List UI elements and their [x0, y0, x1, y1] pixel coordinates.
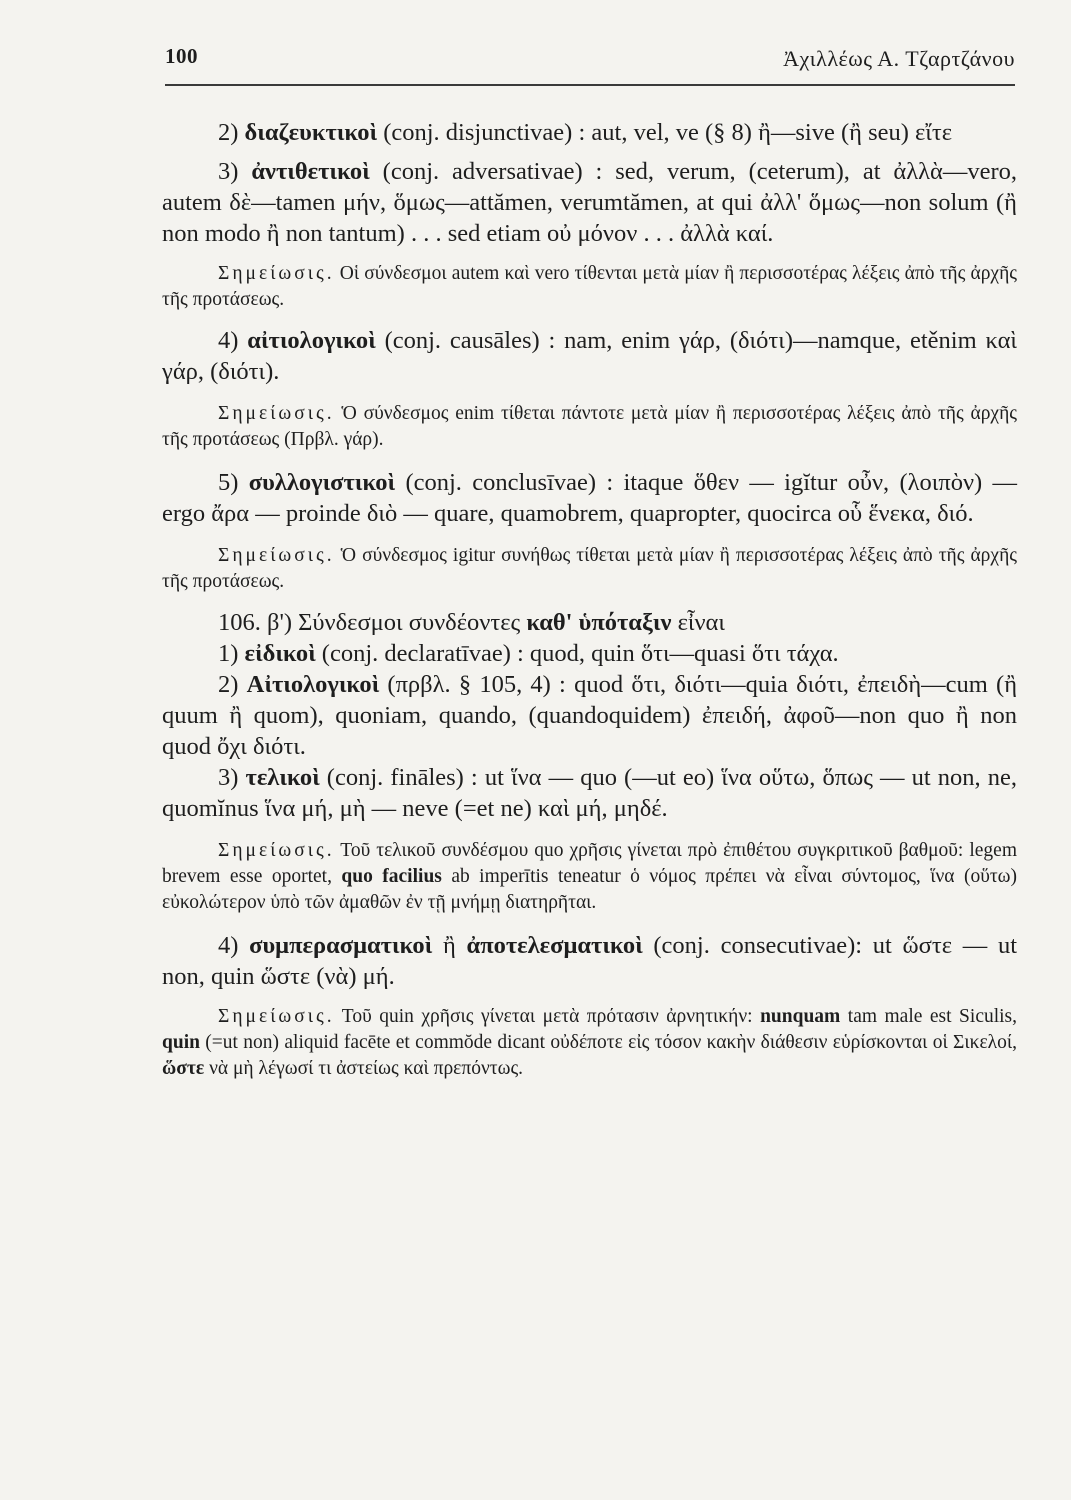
term-heading: συμπερασματικοὶ	[249, 932, 433, 959]
term-heading: συλλογιστικοὶ	[248, 469, 396, 496]
note-example: nunquam	[760, 1006, 841, 1027]
paragraph-final	[162, 762, 1017, 824]
note-5	[162, 1004, 1017, 1082]
term-heading: εἰδικοὶ	[244, 640, 316, 667]
paragraph-conclusive	[162, 467, 1017, 529]
paragraph-declarative	[162, 638, 1017, 669]
term-heading: καθ' ὑπόταξιν	[526, 609, 672, 636]
note-label: Σημείωσις.	[218, 1006, 335, 1027]
note-text: ab imperītis teneatur ὁ νόμος πρέπει νὰ εἶναι σύντομος, ἵνα (οὕτω) εὐκολώτερον ὑπὸ τῶν ἀμαθῶν ἐν τῇ μνήμῃ διατηρῆται.	[162, 866, 1018, 913]
page-number: 100	[165, 44, 198, 68]
item-number: 5)	[218, 469, 239, 496]
note-1	[162, 261, 1017, 313]
note-text: Τοῦ τελικοῦ συνδέσμου quo χρῆσις γίνεται πρὸ ἐπιθέτου συγκριτικοῦ βαθμοῦ: legem brevem esse oportet,	[162, 840, 1017, 887]
item-number: 2)	[218, 671, 239, 698]
term-heading: αἰτιολογικοὶ	[247, 327, 376, 354]
note-2	[162, 401, 1017, 453]
running-head: Ἀχιλλέως Α. Τζαρτζάνου	[783, 46, 1015, 71]
note-4	[162, 838, 1017, 916]
paragraph-text: (conj. disjunctivae) : aut, vel, ve (§ 8) ἢ—sive (ἢ seu) εἴτε	[383, 119, 953, 146]
term-heading: ἀποτελεσματικοὶ	[466, 932, 643, 959]
note-text: Ὁ σύνδεσμος enim τίθεται πάντοτε μετὰ μίαν ἢ περισσοτέρας λέξεις ἀπὸ τῆς ἀρχῆς τῆς προτάσεως (Πρβλ. γάρ).	[162, 403, 1017, 450]
note-label: Σημείωσις.	[218, 263, 335, 284]
note-text: Ὁ σύνδεσμος igitur συνήθως τίθεται μετὰ μίαν ἢ περισσοτέρας λέξεις ἀπὸ τῆς ἀρχῆς τῆς προτάσεως.	[162, 545, 1017, 592]
note-text: Τοῦ quin χρῆσις γίνεται μετὰ πρότασιν ἀρνητικήν:	[341, 1006, 753, 1027]
item-number: 2)	[218, 119, 239, 146]
paragraph-text: (conj. consecutivae): ut ὥστε — ut non, quin ὥστε (νὰ) μή.	[162, 932, 1018, 990]
item-number: 1)	[218, 640, 239, 667]
term-heading: Αἰτιολογικοὶ	[246, 671, 380, 698]
note-text: (=ut non) aliquid facēte et commŏde dicant οὐδέποτε εἰς τόσον κακὴν διάθεσιν εὑρίσκονται οἱ Σικελοί,	[205, 1032, 1017, 1053]
section-lead: 106. β') Σύνδεσμοι συνδέοντες	[218, 609, 521, 636]
connector: ἢ	[443, 932, 456, 959]
note-label: Σημείωσις.	[218, 840, 335, 861]
note-text: tam male est Siculis,	[847, 1006, 1018, 1027]
paragraph-disjunctive	[162, 117, 1017, 148]
item-number: 3)	[218, 764, 239, 791]
paragraph-causal	[162, 325, 1017, 387]
note-text: νὰ μὴ λέγωσί τι ἀστείως καὶ πρεπόντως.	[209, 1058, 524, 1079]
paragraph-text: (conj. adversativae) : sed, verum, (ceterum), at ἀλλὰ—vero, autem δὲ—tamen μήν, ὅμως—attămen, verumtămen, at qui ἀλλ' ὅμως—non solum (ἢ non modo ἢ non tantum) . . . sed etiam οὐ μόνον . . . ἀλλὰ καί.	[162, 158, 1018, 247]
paragraph-consecutive	[162, 930, 1017, 992]
paragraph-adversative	[162, 156, 1017, 249]
paragraph-text: (πρβλ. § 105, 4) : quod ὅτι, διότι—quia διότι, ἐπειδὴ—cum (ἢ quum ἢ quom), quoniam, quando, (quandoquidem) ἐπειδή, ἀφοῦ—non quo ἢ non quod ὄχι διότι.	[162, 671, 1018, 760]
item-number: 3)	[218, 158, 239, 185]
section-tail: εἶναι	[677, 609, 725, 636]
note-3	[162, 543, 1017, 595]
term-heading: ἀντιθετικοὶ	[251, 158, 370, 185]
paragraph-causal-subordinate	[162, 669, 1017, 762]
note-label: Σημείωσις.	[218, 545, 335, 566]
paragraph-text: (conj. causāles) : nam, enim γάρ, (διότι)—namque, etěnim καὶ γάρ, (διότι).	[162, 327, 1018, 385]
paragraph-text: (conj. conclusīvae) : itaque ὅθεν — igĭtur οὖν, (λοιπὸν) — ergo ἄρα — proinde διὸ — quare, quamobrem, quapropter, quocirca οὗ ἕνεκα, διό.	[162, 469, 1018, 527]
paragraph-text: (conj. fināles) : ut ἵνα — quo (—ut eo) ἵνα οὕτω, ὅπως — ut non, ne, quomĭnus ἵνα μή, μὴ — neve (=et ne) καὶ μή, μηδέ.	[162, 764, 1017, 822]
item-number: 4)	[218, 327, 239, 354]
note-text: Οἱ σύνδεσμοι autem καὶ vero τίθενται μετὰ μίαν ἢ περισσοτέρας λέξεις ἀπὸ τῆς ἀρχῆς τῆς προτάσεως.	[162, 263, 1018, 310]
term-heading: διαζευκτικοὶ	[244, 119, 378, 146]
page-body	[162, 117, 1017, 1082]
note-example: quin	[162, 1032, 200, 1053]
note-example: quo facilius	[341, 866, 442, 887]
paragraph-text: (conj. declaratīvae) : quod, quin ὅτι—quasi ὅτι τάχα.	[321, 640, 839, 667]
note-example: ὥστε	[162, 1058, 205, 1079]
section-106-heading	[162, 607, 1017, 638]
item-number: 4)	[218, 932, 239, 959]
term-heading: τελικοὶ	[245, 764, 320, 791]
page-header	[165, 40, 1015, 86]
note-label: Σημείωσις.	[218, 403, 335, 424]
